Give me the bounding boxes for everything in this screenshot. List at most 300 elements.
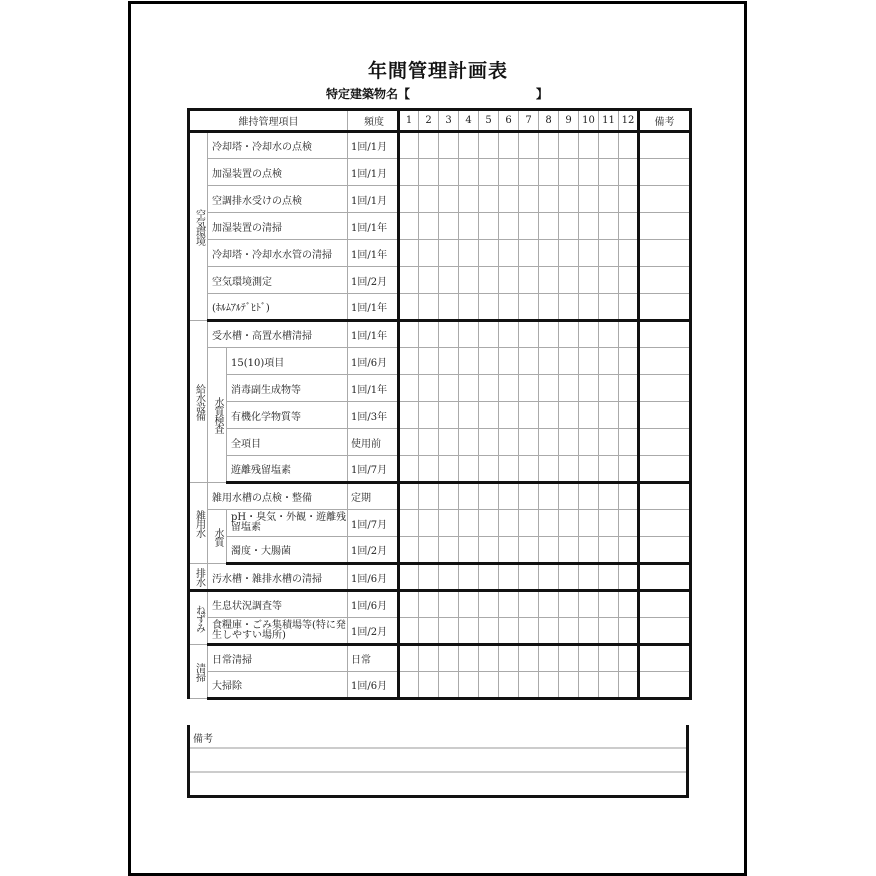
month-cell[interactable] bbox=[539, 564, 559, 591]
month-cell[interactable] bbox=[519, 186, 539, 213]
month-cell[interactable] bbox=[519, 132, 539, 159]
month-cell[interactable] bbox=[579, 375, 599, 402]
month-cell[interactable] bbox=[459, 213, 479, 240]
month-cell[interactable] bbox=[519, 591, 539, 618]
month-cell[interactable] bbox=[539, 456, 559, 483]
month-cell[interactable] bbox=[439, 510, 459, 537]
month-cell[interactable] bbox=[599, 213, 619, 240]
month-cell[interactable] bbox=[479, 591, 499, 618]
month-cell[interactable] bbox=[599, 591, 619, 618]
header-month: 12 bbox=[619, 110, 639, 132]
month-cell[interactable] bbox=[559, 348, 579, 375]
month-cell[interactable] bbox=[619, 510, 639, 537]
remarks-cell[interactable] bbox=[639, 483, 691, 510]
month-cell[interactable] bbox=[419, 483, 439, 510]
month-cell[interactable] bbox=[399, 564, 419, 591]
month-cell[interactable] bbox=[579, 429, 599, 456]
month-cell[interactable] bbox=[599, 294, 619, 321]
remarks-cell[interactable] bbox=[639, 213, 691, 240]
month-cell[interactable] bbox=[439, 402, 459, 429]
month-cell[interactable] bbox=[619, 240, 639, 267]
month-cell[interactable] bbox=[579, 348, 599, 375]
month-cell[interactable] bbox=[459, 618, 479, 645]
month-cell[interactable] bbox=[599, 348, 619, 375]
month-cell[interactable] bbox=[599, 564, 619, 591]
month-cell[interactable] bbox=[479, 375, 499, 402]
month-cell[interactable] bbox=[399, 456, 419, 483]
month-cell[interactable] bbox=[439, 456, 459, 483]
month-cell[interactable] bbox=[619, 645, 639, 672]
month-cell[interactable] bbox=[599, 429, 619, 456]
month-cell[interactable] bbox=[499, 321, 519, 348]
month-cell[interactable] bbox=[399, 240, 419, 267]
month-cell[interactable] bbox=[559, 402, 579, 429]
month-cell[interactable] bbox=[519, 645, 539, 672]
month-cell[interactable] bbox=[419, 213, 439, 240]
table-row bbox=[189, 294, 691, 321]
month-cell[interactable] bbox=[399, 294, 419, 321]
month-cell[interactable] bbox=[539, 240, 559, 267]
month-cell[interactable] bbox=[499, 483, 519, 510]
month-cell[interactable] bbox=[599, 510, 619, 537]
month-cell[interactable] bbox=[439, 240, 459, 267]
month-cell[interactable] bbox=[399, 429, 419, 456]
remarks-cell[interactable] bbox=[639, 510, 691, 537]
month-cell[interactable] bbox=[439, 645, 459, 672]
month-cell[interactable] bbox=[579, 159, 599, 186]
month-cell[interactable] bbox=[399, 672, 419, 699]
month-cell[interactable] bbox=[439, 159, 459, 186]
month-cell[interactable] bbox=[399, 402, 419, 429]
remarks-cell[interactable] bbox=[639, 159, 691, 186]
month-cell[interactable] bbox=[399, 132, 419, 159]
month-cell[interactable] bbox=[559, 240, 579, 267]
month-cell[interactable] bbox=[459, 321, 479, 348]
month-cell[interactable] bbox=[499, 132, 519, 159]
frequency-cell: 1回/7月 bbox=[348, 510, 399, 537]
month-cell[interactable] bbox=[479, 564, 499, 591]
month-cell[interactable] bbox=[499, 456, 519, 483]
frequency-cell: 1回/6月 bbox=[348, 564, 399, 591]
month-cell[interactable] bbox=[499, 267, 519, 294]
month-cell[interactable] bbox=[559, 375, 579, 402]
month-cell[interactable] bbox=[479, 456, 499, 483]
month-cell[interactable] bbox=[399, 159, 419, 186]
month-cell[interactable] bbox=[579, 456, 599, 483]
month-cell[interactable] bbox=[419, 537, 439, 564]
month-cell[interactable] bbox=[439, 186, 459, 213]
month-cell[interactable] bbox=[519, 483, 539, 510]
month-cell[interactable] bbox=[459, 510, 479, 537]
remarks-cell[interactable] bbox=[639, 537, 691, 564]
month-cell[interactable] bbox=[419, 591, 439, 618]
month-cell[interactable] bbox=[559, 186, 579, 213]
month-cell[interactable] bbox=[579, 240, 599, 267]
category-label: 給水設備 bbox=[189, 321, 208, 483]
month-cell[interactable] bbox=[479, 294, 499, 321]
month-cell[interactable] bbox=[499, 591, 519, 618]
month-cell[interactable] bbox=[539, 348, 559, 375]
month-cell[interactable] bbox=[539, 375, 559, 402]
month-cell[interactable] bbox=[539, 483, 559, 510]
month-cell[interactable] bbox=[459, 240, 479, 267]
month-cell[interactable] bbox=[619, 564, 639, 591]
remarks-cell[interactable] bbox=[639, 564, 691, 591]
month-cell[interactable] bbox=[399, 375, 419, 402]
month-cell[interactable] bbox=[419, 348, 439, 375]
month-cell[interactable] bbox=[459, 267, 479, 294]
month-cell[interactable] bbox=[559, 456, 579, 483]
month-cell[interactable] bbox=[619, 591, 639, 618]
month-cell[interactable] bbox=[559, 564, 579, 591]
item-label: 有機化学物質等 bbox=[227, 402, 348, 429]
month-cell[interactable] bbox=[599, 240, 619, 267]
month-cell[interactable] bbox=[619, 402, 639, 429]
month-cell[interactable] bbox=[559, 213, 579, 240]
month-cell[interactable] bbox=[559, 159, 579, 186]
month-cell[interactable] bbox=[519, 429, 539, 456]
month-cell[interactable] bbox=[499, 672, 519, 699]
month-cell[interactable] bbox=[459, 294, 479, 321]
remarks-cell[interactable] bbox=[639, 267, 691, 294]
item-label: 濁度・大腸菌 bbox=[227, 537, 348, 564]
table-row bbox=[189, 348, 691, 375]
month-cell[interactable] bbox=[439, 429, 459, 456]
month-cell[interactable] bbox=[499, 510, 519, 537]
month-cell[interactable] bbox=[419, 429, 439, 456]
month-cell[interactable] bbox=[479, 483, 499, 510]
remarks-cell[interactable] bbox=[639, 321, 691, 348]
category-label: 清掃 bbox=[189, 645, 208, 699]
month-cell[interactable] bbox=[619, 186, 639, 213]
month-cell[interactable] bbox=[479, 240, 499, 267]
month-cell[interactable] bbox=[499, 375, 519, 402]
month-cell[interactable] bbox=[579, 591, 599, 618]
header-month: 4 bbox=[459, 110, 479, 132]
month-cell[interactable] bbox=[399, 213, 419, 240]
remarks-cell[interactable] bbox=[639, 591, 691, 618]
item-label: (ﾎﾙﾑｱﾙﾃﾞﾋﾄﾞ) bbox=[208, 294, 348, 321]
month-cell[interactable] bbox=[459, 186, 479, 213]
item-label: 生息状況調査等 bbox=[208, 591, 348, 618]
month-cell[interactable] bbox=[619, 429, 639, 456]
month-cell[interactable] bbox=[579, 132, 599, 159]
month-cell[interactable] bbox=[519, 402, 539, 429]
month-cell[interactable] bbox=[559, 132, 579, 159]
month-cell[interactable] bbox=[399, 537, 419, 564]
remarks-cell[interactable] bbox=[639, 348, 691, 375]
remarks-cell[interactable] bbox=[639, 672, 691, 699]
month-cell[interactable] bbox=[479, 429, 499, 456]
month-cell[interactable] bbox=[539, 294, 559, 321]
month-cell[interactable] bbox=[519, 510, 539, 537]
month-cell[interactable] bbox=[459, 402, 479, 429]
subcategory-label: 水質 bbox=[208, 510, 227, 564]
month-cell[interactable] bbox=[399, 645, 419, 672]
month-cell[interactable] bbox=[479, 645, 499, 672]
month-cell[interactable] bbox=[459, 645, 479, 672]
month-cell[interactable] bbox=[459, 132, 479, 159]
month-cell[interactable] bbox=[599, 537, 619, 564]
month-cell[interactable] bbox=[619, 672, 639, 699]
month-cell[interactable] bbox=[559, 321, 579, 348]
month-cell[interactable] bbox=[519, 537, 539, 564]
month-cell[interactable] bbox=[579, 267, 599, 294]
remarks-cell[interactable] bbox=[639, 132, 691, 159]
table-row bbox=[189, 429, 691, 456]
month-cell[interactable] bbox=[479, 348, 499, 375]
month-cell[interactable] bbox=[539, 132, 559, 159]
month-cell[interactable] bbox=[419, 618, 439, 645]
header-month: 8 bbox=[539, 110, 559, 132]
month-cell[interactable] bbox=[579, 402, 599, 429]
month-cell[interactable] bbox=[579, 537, 599, 564]
remarks-cell[interactable] bbox=[639, 186, 691, 213]
month-cell[interactable] bbox=[479, 618, 499, 645]
month-cell[interactable] bbox=[439, 537, 459, 564]
month-cell[interactable] bbox=[619, 483, 639, 510]
month-cell[interactable] bbox=[579, 645, 599, 672]
remarks-cell[interactable] bbox=[639, 645, 691, 672]
month-cell[interactable] bbox=[559, 483, 579, 510]
month-cell[interactable] bbox=[519, 294, 539, 321]
remarks-cell[interactable] bbox=[639, 294, 691, 321]
month-cell[interactable] bbox=[599, 645, 619, 672]
month-cell[interactable] bbox=[579, 672, 599, 699]
month-cell[interactable] bbox=[439, 618, 459, 645]
month-cell[interactable] bbox=[499, 402, 519, 429]
month-cell[interactable] bbox=[599, 456, 619, 483]
month-cell[interactable] bbox=[399, 618, 419, 645]
month-cell[interactable] bbox=[539, 591, 559, 618]
remarks-cell[interactable] bbox=[639, 375, 691, 402]
month-cell[interactable] bbox=[499, 213, 519, 240]
month-cell[interactable] bbox=[599, 132, 619, 159]
month-cell[interactable] bbox=[479, 132, 499, 159]
month-cell[interactable] bbox=[599, 159, 619, 186]
month-cell[interactable] bbox=[579, 321, 599, 348]
month-cell[interactable] bbox=[559, 510, 579, 537]
month-cell[interactable] bbox=[499, 186, 519, 213]
month-cell[interactable] bbox=[499, 429, 519, 456]
month-cell[interactable] bbox=[519, 213, 539, 240]
month-cell[interactable] bbox=[419, 564, 439, 591]
month-cell[interactable] bbox=[479, 510, 499, 537]
month-cell[interactable] bbox=[399, 510, 419, 537]
frequency-cell: 1回/1月 bbox=[348, 186, 399, 213]
month-cell[interactable] bbox=[399, 267, 419, 294]
month-cell[interactable] bbox=[559, 645, 579, 672]
month-cell[interactable] bbox=[479, 321, 499, 348]
month-cell[interactable] bbox=[579, 618, 599, 645]
month-cell[interactable] bbox=[539, 618, 559, 645]
month-cell[interactable] bbox=[499, 240, 519, 267]
month-cell[interactable] bbox=[439, 294, 459, 321]
month-cell[interactable] bbox=[619, 294, 639, 321]
month-cell[interactable] bbox=[479, 537, 499, 564]
month-cell[interactable] bbox=[579, 483, 599, 510]
table-row bbox=[189, 591, 691, 618]
month-cell[interactable] bbox=[419, 132, 439, 159]
month-cell[interactable] bbox=[579, 510, 599, 537]
item-label: 日常清掃 bbox=[208, 645, 348, 672]
month-cell[interactable] bbox=[519, 348, 539, 375]
month-cell[interactable] bbox=[619, 537, 639, 564]
month-cell[interactable] bbox=[459, 537, 479, 564]
month-cell[interactable] bbox=[599, 618, 619, 645]
month-cell[interactable] bbox=[539, 267, 559, 294]
month-cell[interactable] bbox=[559, 429, 579, 456]
month-cell[interactable] bbox=[459, 564, 479, 591]
month-cell[interactable] bbox=[499, 564, 519, 591]
month-cell[interactable] bbox=[539, 213, 559, 240]
month-cell[interactable] bbox=[439, 375, 459, 402]
month-cell[interactable] bbox=[479, 672, 499, 699]
month-cell[interactable] bbox=[399, 321, 419, 348]
table-row bbox=[189, 537, 691, 564]
remarks-cell[interactable] bbox=[639, 402, 691, 429]
month-cell[interactable] bbox=[479, 159, 499, 186]
month-cell[interactable] bbox=[419, 402, 439, 429]
remarks-cell[interactable] bbox=[639, 456, 691, 483]
month-cell[interactable] bbox=[419, 159, 439, 186]
month-cell[interactable] bbox=[419, 267, 439, 294]
month-cell[interactable] bbox=[399, 348, 419, 375]
month-cell[interactable] bbox=[559, 618, 579, 645]
month-cell[interactable] bbox=[599, 672, 619, 699]
table-row bbox=[189, 510, 691, 537]
month-cell[interactable] bbox=[599, 186, 619, 213]
month-cell[interactable] bbox=[619, 375, 639, 402]
month-cell[interactable] bbox=[559, 537, 579, 564]
month-cell[interactable] bbox=[579, 294, 599, 321]
month-cell[interactable] bbox=[619, 456, 639, 483]
month-cell[interactable] bbox=[499, 159, 519, 186]
month-cell[interactable] bbox=[419, 375, 439, 402]
month-cell[interactable] bbox=[539, 402, 559, 429]
month-cell[interactable] bbox=[619, 321, 639, 348]
month-cell[interactable] bbox=[499, 294, 519, 321]
table-header-row bbox=[189, 110, 691, 132]
month-cell[interactable] bbox=[619, 132, 639, 159]
month-cell[interactable] bbox=[579, 213, 599, 240]
month-cell[interactable] bbox=[439, 267, 459, 294]
month-cell[interactable] bbox=[479, 267, 499, 294]
month-cell[interactable] bbox=[499, 537, 519, 564]
month-cell[interactable] bbox=[459, 375, 479, 402]
month-cell[interactable] bbox=[459, 159, 479, 186]
month-cell[interactable] bbox=[579, 186, 599, 213]
month-cell[interactable] bbox=[619, 348, 639, 375]
month-cell[interactable] bbox=[459, 483, 479, 510]
month-cell[interactable] bbox=[619, 267, 639, 294]
month-cell[interactable] bbox=[439, 672, 459, 699]
month-cell[interactable] bbox=[419, 294, 439, 321]
remarks-cell[interactable] bbox=[639, 240, 691, 267]
month-cell[interactable] bbox=[419, 672, 439, 699]
month-cell[interactable] bbox=[439, 348, 459, 375]
month-cell[interactable] bbox=[439, 321, 459, 348]
month-cell[interactable] bbox=[599, 375, 619, 402]
month-cell[interactable] bbox=[539, 672, 559, 699]
month-cell[interactable] bbox=[599, 321, 619, 348]
month-cell[interactable] bbox=[399, 186, 419, 213]
month-cell[interactable] bbox=[539, 645, 559, 672]
month-cell[interactable] bbox=[479, 213, 499, 240]
month-cell[interactable] bbox=[539, 537, 559, 564]
month-cell[interactable] bbox=[459, 672, 479, 699]
month-cell[interactable] bbox=[499, 645, 519, 672]
month-cell[interactable] bbox=[559, 591, 579, 618]
month-cell[interactable] bbox=[519, 159, 539, 186]
month-cell[interactable] bbox=[579, 564, 599, 591]
month-cell[interactable] bbox=[479, 186, 499, 213]
remarks-cell[interactable] bbox=[639, 429, 691, 456]
month-cell[interactable] bbox=[519, 267, 539, 294]
month-cell[interactable] bbox=[559, 267, 579, 294]
month-cell[interactable] bbox=[419, 240, 439, 267]
month-cell[interactable] bbox=[619, 159, 639, 186]
month-cell[interactable] bbox=[519, 672, 539, 699]
month-cell[interactable] bbox=[399, 591, 419, 618]
month-cell[interactable] bbox=[479, 402, 499, 429]
month-cell[interactable] bbox=[519, 321, 539, 348]
month-cell[interactable] bbox=[599, 483, 619, 510]
table-row bbox=[189, 186, 691, 213]
month-cell[interactable] bbox=[559, 294, 579, 321]
month-cell[interactable] bbox=[419, 456, 439, 483]
month-cell[interactable] bbox=[399, 483, 419, 510]
month-cell[interactable] bbox=[499, 348, 519, 375]
month-cell[interactable] bbox=[519, 564, 539, 591]
month-cell[interactable] bbox=[519, 375, 539, 402]
month-cell[interactable] bbox=[439, 213, 459, 240]
month-cell[interactable] bbox=[419, 510, 439, 537]
remarks-cell[interactable] bbox=[639, 618, 691, 645]
month-cell[interactable] bbox=[539, 510, 559, 537]
month-cell[interactable] bbox=[419, 186, 439, 213]
month-cell[interactable] bbox=[559, 672, 579, 699]
month-cell[interactable] bbox=[519, 240, 539, 267]
remarks-label: 備考 bbox=[193, 734, 213, 745]
month-cell[interactable] bbox=[459, 591, 479, 618]
item-label: 食糧庫・ごみ集積場等(特に発生しやすい場所) bbox=[208, 618, 348, 645]
month-cell[interactable] bbox=[619, 213, 639, 240]
month-cell[interactable] bbox=[539, 429, 559, 456]
month-cell[interactable] bbox=[599, 402, 619, 429]
month-cell[interactable] bbox=[539, 321, 559, 348]
month-cell[interactable] bbox=[499, 618, 519, 645]
month-cell[interactable] bbox=[539, 159, 559, 186]
month-cell[interactable] bbox=[439, 483, 459, 510]
table-row bbox=[189, 483, 691, 510]
month-cell[interactable] bbox=[599, 267, 619, 294]
month-cell[interactable] bbox=[439, 132, 459, 159]
month-cell[interactable] bbox=[619, 618, 639, 645]
month-cell[interactable] bbox=[459, 429, 479, 456]
month-cell[interactable] bbox=[539, 186, 559, 213]
month-cell[interactable] bbox=[439, 591, 459, 618]
month-cell[interactable] bbox=[439, 564, 459, 591]
month-cell[interactable] bbox=[519, 456, 539, 483]
month-cell[interactable] bbox=[419, 645, 439, 672]
month-cell[interactable] bbox=[519, 618, 539, 645]
month-cell[interactable] bbox=[459, 456, 479, 483]
frequency-cell: 1回/1年 bbox=[348, 213, 399, 240]
item-label: 空気環境測定 bbox=[208, 267, 348, 294]
month-cell[interactable] bbox=[419, 321, 439, 348]
month-cell[interactable] bbox=[459, 348, 479, 375]
